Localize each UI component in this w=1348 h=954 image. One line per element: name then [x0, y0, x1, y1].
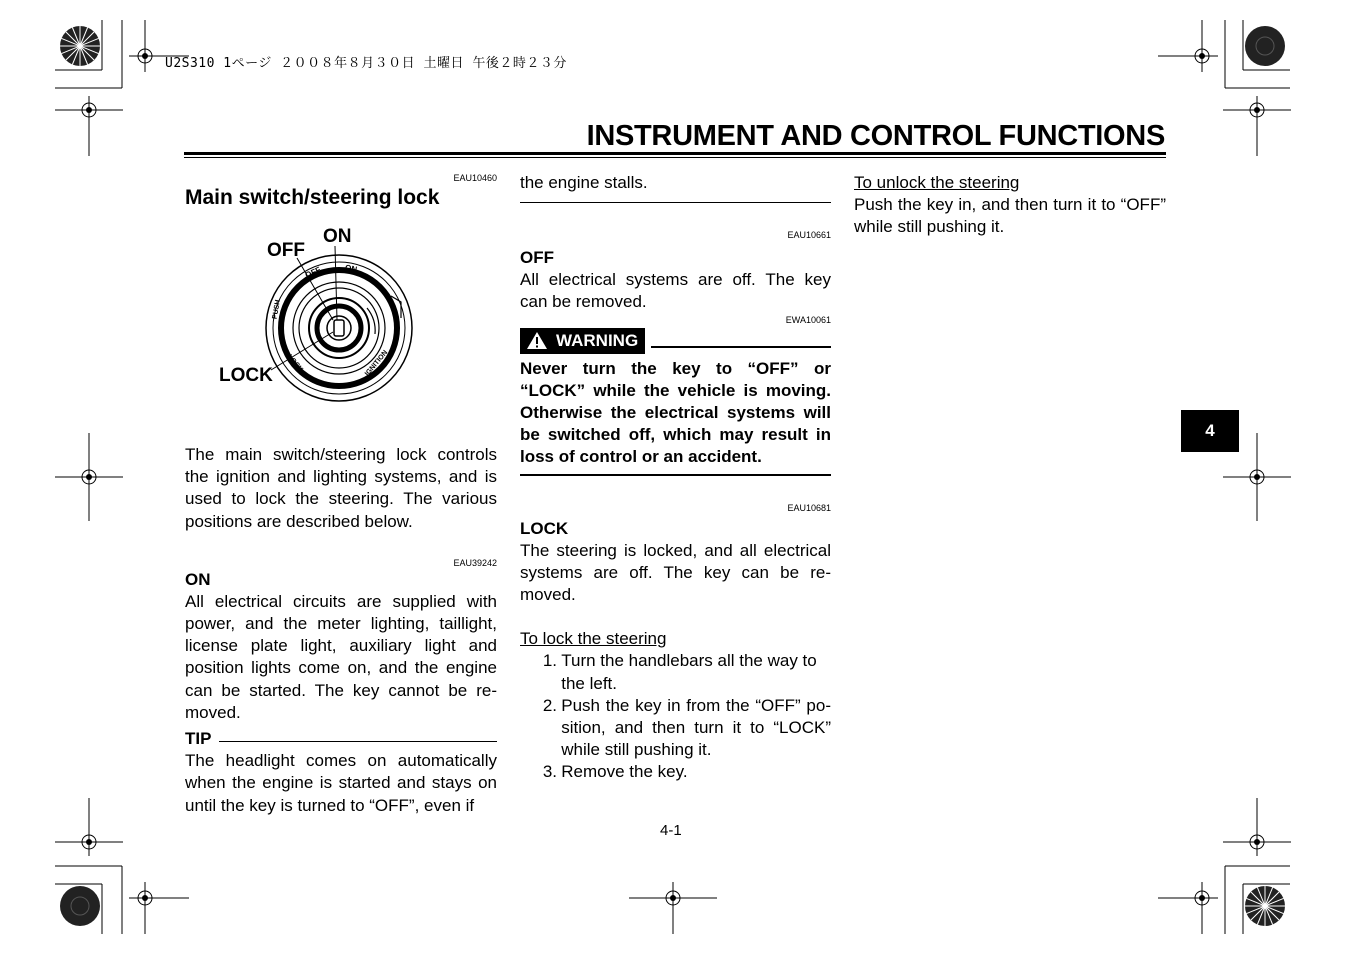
unlock-subheading: To unlock the steering — [854, 173, 1020, 192]
warning-badge — [520, 328, 645, 354]
warning-text: Never turn the key to “OFF” or “LOCK” while the vehicle is moving. Otherwise the electrical systems will be switched off, which may result in loss of control or an accident. — [520, 358, 831, 467]
title-rule-thin — [184, 157, 1166, 158]
print-timestamp-mark: U2S310 1ページ ２００８年８月３０日 土曜日 午後２時２３分 — [165, 56, 567, 71]
warning-rule — [651, 346, 831, 348]
chapter-tab: 4 — [1181, 410, 1239, 452]
dial-text-off: OFF — [303, 265, 323, 280]
warning-label: WARNING — [556, 330, 639, 350]
intro-paragraph: The main switch/steering lock controls the ignition and lighting systems, and is used to lock the steering. The various positions are described below. — [185, 445, 497, 531]
figure-label-on: ON — [323, 226, 352, 247]
section-heading: Main switch/steering lock — [185, 186, 440, 209]
tip-label: TIP — [185, 729, 212, 749]
off-code: EAU10661 — [787, 230, 831, 241]
column-2 — [520, 172, 831, 784]
unlock-paragraph: Push the key in, and then turn it to “OFF” while still pushing it. — [854, 195, 1166, 237]
on-paragraph: All electrical circuits are supplied with power, and the meter lighting, taillight, license plate light, auxiliary light and position lights come on, and the engine can be started. The key cannot be re-moved. — [185, 591, 497, 722]
main-switch-figure — [215, 224, 435, 404]
tip-rule — [219, 741, 497, 742]
list-item: 3. Remove the key. — [542, 762, 688, 782]
dial-text-ignition: IGNITION — [363, 349, 390, 378]
dial-text-push: PUSH — [271, 299, 282, 320]
tip-header — [185, 728, 497, 750]
page-title: INSTRUMENT AND CONTROL FUNCTIONS — [586, 120, 1165, 152]
on-code: EAU39242 — [453, 557, 497, 568]
on-heading: ON — [185, 569, 211, 589]
dial-text-lock: LOCK — [285, 353, 304, 374]
warning-triangle-icon — [526, 331, 548, 350]
lock-subheading: To lock the steering — [520, 629, 667, 649]
lock-heading: LOCK — [520, 518, 569, 538]
lock-code: EAU10681 — [787, 502, 831, 513]
dial-text-on: ON — [344, 262, 358, 275]
lock-steps-list — [520, 650, 831, 783]
column-3 — [854, 172, 1166, 239]
off-heading: OFF — [520, 248, 554, 268]
warning-header — [520, 328, 831, 354]
lock-paragraph: The steering is locked, and all electrical systems are off. The key can be re-moved. — [520, 540, 831, 605]
figure-label-lock: LOCK — [219, 365, 273, 386]
section-code: EAU10460 — [453, 173, 497, 183]
list-item: 1. Turn the handlebars all the way to the left. — [542, 651, 817, 693]
page-number: 4-1 — [660, 822, 682, 839]
continued-text: the engine stalls. — [520, 173, 648, 192]
title-rule-thick — [184, 152, 1166, 155]
off-paragraph: All electrical systems are off. The key can be removed. — [520, 270, 831, 312]
warning-code: EWA10061 — [785, 314, 831, 325]
list-item: 2. Push the key in from the “OFF” po-sition, and then turn it to “LOCK” while still pushing it. — [542, 695, 831, 760]
tip-paragraph: The headlight comes on automatically when the engine is started and stays on until the key is turned to “OFF”, even if — [185, 751, 497, 815]
figure-label-off: OFF — [267, 240, 305, 261]
